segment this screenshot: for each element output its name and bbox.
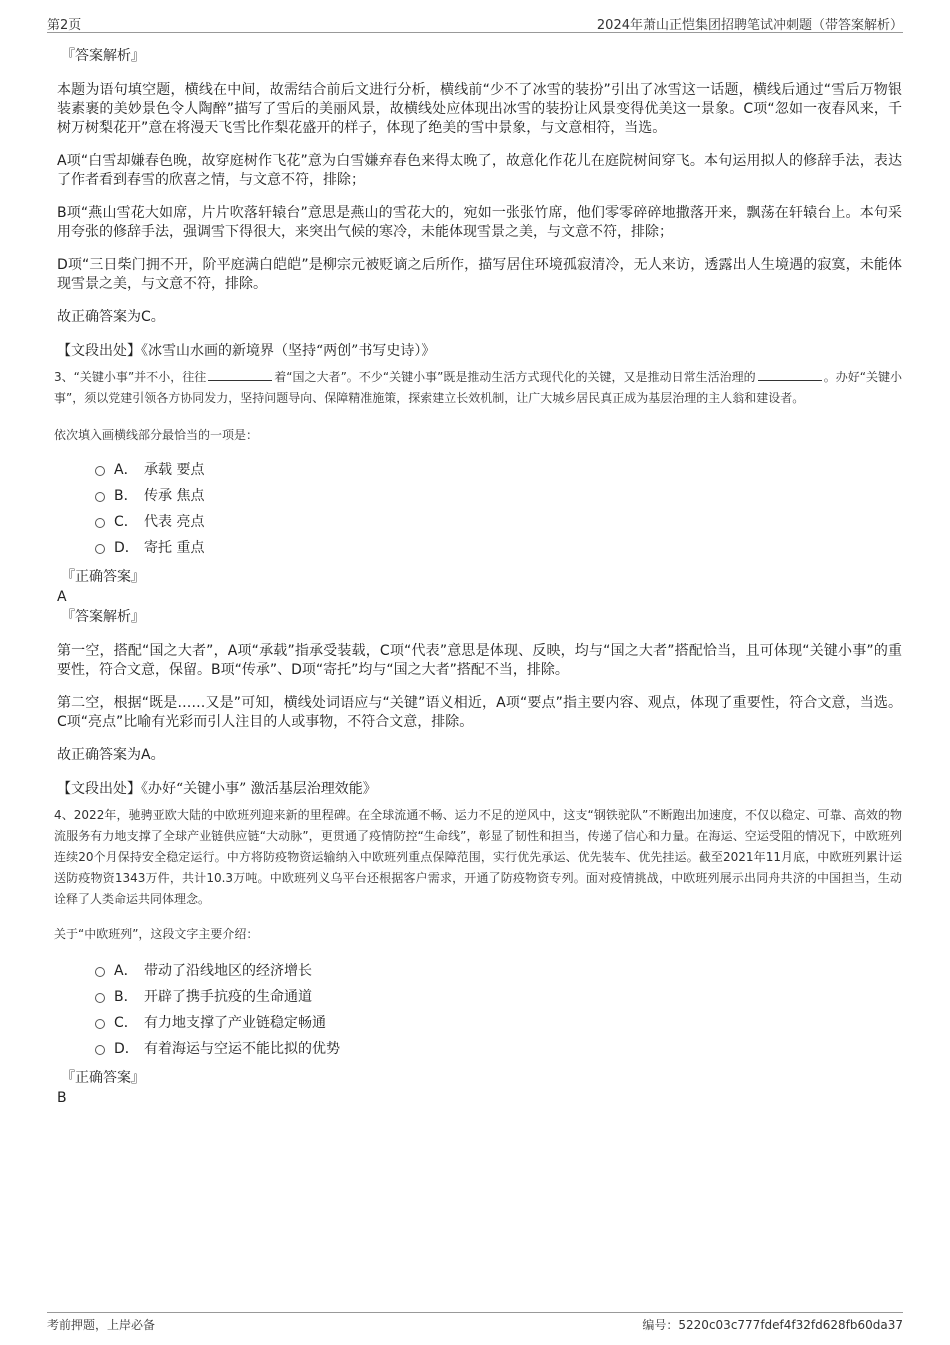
document-title: 2024年萧山正恺集团招聘笔试冲刺题（带答案解析） (596, 18, 903, 33)
q4-correct-label: 『正确答案』 (61, 1070, 145, 1086)
q4-option-a[interactable]: A． 带动了沿线地区的经济增长 (95, 958, 902, 984)
radio-icon[interactable] (95, 518, 105, 528)
q2-correct-answer: 故正确答案为C。 (57, 309, 165, 325)
radio-icon[interactable] (95, 492, 105, 502)
q3-option-a[interactable]: A． 承载 要点 (95, 457, 902, 483)
q3-stem: 3、“关键小事”并不小，往往 着“国之大者”。不少“关键小事”既是推动生活方式现代化的关键，又是推动日常生活治理的 。办好“关键小事”，须以党建引领各方协同发力，坚持问题导向、保障精准施策，探索建立长效机制，让广大城乡居民真正成为基层治理的主人翁和建设者。 (54, 370, 903, 405)
q3-analysis-p2: 第二空，根据“既是……又是”可知，横线处词语应与“关键”语义相近，A项“要点”指主要内容、观点，体现了重要性，符合文意，当选。C项“亮点”比喻有光彩而引人注目的人或事物，不符合文意，排除。 (57, 695, 902, 730)
radio-icon[interactable] (95, 544, 105, 554)
page-content (54, 44, 903, 1108)
q4-option-c[interactable]: C． 有力地支撑了产业链稳定畅通 (95, 1010, 902, 1036)
q3-blank-2 (758, 368, 822, 381)
q3-analysis-label: 『答案解析』 (61, 609, 145, 625)
q4-option-b[interactable]: B． 开辟了携手抗疫的生命通道 (95, 984, 902, 1010)
q2-analysis-p4: D项“三日柴门拥不开，阶平庭满白皑皑”是柳宗元被贬谪之后所作，描写居住环境孤寂清冷，无人来访，透露出人生境遇的寂寞，未能体现雪景之美，与文意不符，排除。 (57, 257, 902, 292)
q3-correct-label: 『正确答案』 (61, 569, 145, 585)
q3-option-c[interactable]: C． 代表 亮点 (95, 509, 902, 535)
q4-prompt: 关于“中欧班列”，这段文字主要介绍： (54, 927, 259, 941)
footer-slogan: 考前押题，上岸必备 (47, 1318, 156, 1332)
q3-option-d[interactable]: D． 寄托 重点 (95, 535, 902, 561)
radio-icon[interactable] (95, 967, 105, 977)
q3-options (95, 457, 902, 561)
q3-analysis-p1: 第一空，搭配“国之大者”，A项“承载”指承受装载，C项“代表”意思是体现、反映，均与“国之大者”搭配恰当，且可体现“关键小事”的重要性，符合文意，保留。B项“传承”、D项“寄托”均与“国之大者”搭配不当，排除。 (57, 643, 902, 678)
q4-options (95, 958, 902, 1062)
radio-icon[interactable] (95, 466, 105, 476)
page-number: 第2页 (47, 18, 82, 33)
q3-source: 【文段出处】《办好“关键小事” 激活基层治理效能》 (57, 781, 377, 797)
q2-analysis-p2: A项“白雪却嫌春色晚，故穿庭树作飞花”意为白雪嫌弃春色来得太晚了，故意化作花儿在庭院树间穿飞。本句运用拟人的修辞手法，表达了作者看到春雪的欣喜之情，与文意不符，排除； (57, 153, 902, 188)
q4-option-d[interactable]: D． 有着海运与空运不能比拟的优势 (95, 1036, 902, 1062)
q3-correct-value: A (57, 589, 67, 605)
q4-stem: 4、2022年，驰骋亚欧大陆的中欧班列迎来新的里程碑。在全球流通不畅、运力不足的逆风中，这支“钢铁驼队”不断跑出加速度，不仅以稳定、可靠、高效的物流服务有力地支撑了全球产业链供应链“大动脉”，更贯通了疫情防控“生命线”，彰显了韧性和担当，传递了信心和力量。在海运、空运受阻的情况下，中欧班列连续20个月保持安全稳定运行。中方将防疫物资运输纳入中欧班列重点保障范围，实行优先承运、优先装车、优先挂运。截至2021年11月底，中欧班列累计运送防疫物资1343万件，共计10.3万吨。中欧班列义乌平台还根据客户需求，开通了防疫物资专列。面对疫情挑战，中欧班列展示出同舟共济的中国担当，生动诠释了人类命运共同体理念。 (54, 808, 902, 906)
q2-analysis-p3: B项“燕山雪花大如席，片片吹落轩辕台”意思是燕山的雪花大的，宛如一张张竹席，他们零零碎碎地撒落开来，飘荡在轩辕台上。本句采用夸张的修辞手法，强调雪下得很大，来突出气候的寒冷，未能体现雪景之美，与文意不符，排除； (57, 205, 902, 240)
document-id: 编号：5220c03c777fdef4f32fd628fb60da37 (642, 1318, 903, 1332)
page-footer (47, 1312, 903, 1332)
q3-option-b[interactable]: B． 传承 焦点 (95, 483, 902, 509)
q2-analysis-label: 『答案解析』 (61, 48, 145, 64)
q4-correct-value: B (57, 1090, 67, 1106)
q2-analysis-p1: 本题为语句填空题，横线在中间，故需结合前后文进行分析，横线前“少不了冰雪的装扮”引出了冰雪这一话题，横线后通过“雪后万物银装素裹的美妙景色令人陶醉”描写了雪后的美丽风景，故横线处应体现出冰雪的装扮让风景变得优美这一景象。C项“忽如一夜春风来，千树万树梨花开”意在将漫天飞雪比作梨花盛开的样子，体现了绝美的雪中景象，与文意相符，当选。 (57, 82, 902, 136)
radio-icon[interactable] (95, 993, 105, 1003)
q3-correct-answer: 故正确答案为A。 (57, 747, 165, 763)
page-header (47, 12, 903, 33)
radio-icon[interactable] (95, 1019, 105, 1029)
radio-icon[interactable] (95, 1045, 105, 1055)
q3-blank-1 (208, 368, 272, 381)
q3-prompt: 依次填入画横线部分最恰当的一项是： (54, 428, 259, 442)
q2-source: 【文段出处】《冰雪山水画的新境界（坚持“两创”书写史诗）》 (57, 343, 436, 359)
